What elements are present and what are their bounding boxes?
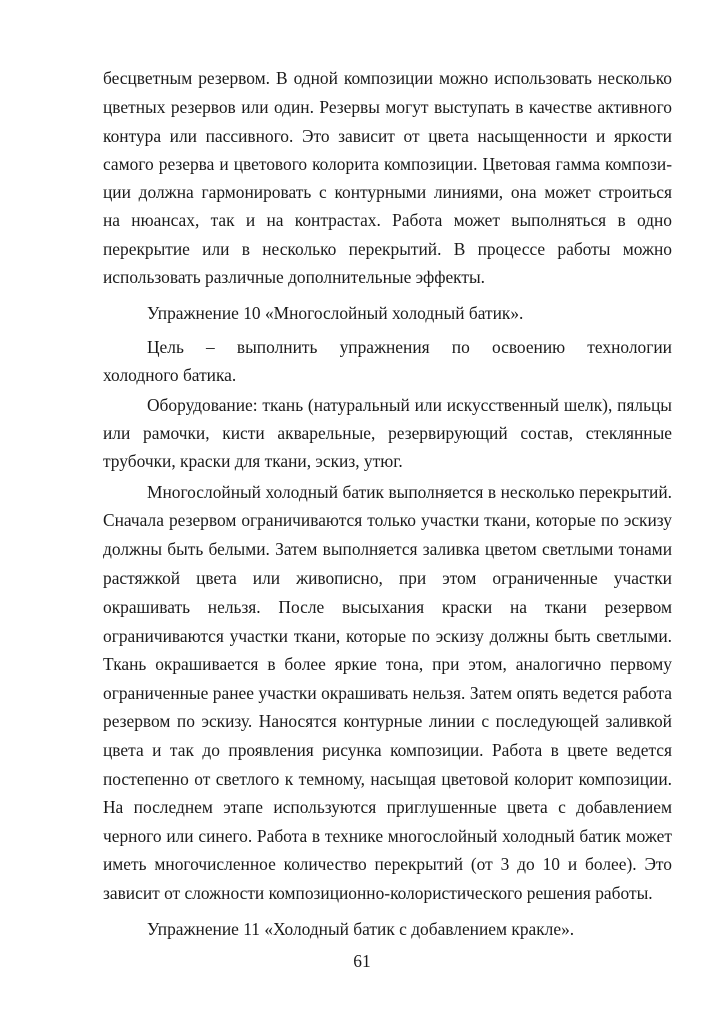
- text-line: бесцветным резервом. В одной композиции можно использовать несколько: [103, 68, 672, 88]
- text-line: перекрытие или в несколько перекрытий. В процессе работы можно: [103, 239, 672, 259]
- text-line: должны быть белыми. Затем выполняется заливка цветом светлыми тонами: [103, 539, 672, 559]
- page-number: 61: [353, 951, 371, 971]
- text-line: ограниченные ранее участки окрашивать нельзя. Затем опять ведется работа: [103, 683, 672, 703]
- text-line: Упражнение 10 «Многослойный холодный батик».: [147, 303, 524, 323]
- text-line: использовать различные дополнительные эффекты.: [103, 267, 486, 287]
- text-line: черного или синего. Работа в технике многослойный холодный батик может: [103, 826, 672, 846]
- text-line: контура или пассивного. Это зависит от цвета насыщенности и яркости: [103, 126, 672, 146]
- text-line: На последнем этапе используются приглушенные цвета с добавлением: [103, 797, 672, 817]
- text-line: или рамочки, кисти акварельные, резервирующий состав, стеклянные: [103, 423, 672, 443]
- text-line: резервом по эскизу. Наносятся контурные линии с последующей заливкой: [103, 711, 672, 731]
- text-line: Ткань окрашивается в более яркие тона, при этом, аналогично первому: [103, 654, 672, 674]
- text-line: Упражнение 11 «Холодный батик с добавлением кракле».: [147, 919, 575, 939]
- text-line: растяжкой цвета или живописно, при этом ограниченные участки: [103, 568, 672, 588]
- text-line: трубочки, краски для ткани, эскиз, утюг.: [103, 451, 403, 471]
- text-line: на нюансах, так и на контрастах. Работа может выполняться в одно: [103, 210, 672, 230]
- text-line: окрашивать нельзя. После высыхания краски на ткани резервом: [103, 597, 672, 617]
- text-line: постепенно от светлого к темному, насыщая цветовой колорит композиции.: [103, 769, 672, 789]
- text-line: Многослойный холодный батик выполняется в несколько перекрытий.: [147, 482, 672, 502]
- text-line: ограничиваются участки ткани, которые по эскизу должны быть светлыми.: [103, 626, 672, 646]
- text-line: цветных резервов или один. Резервы могут выступать в качестве активного: [103, 97, 672, 117]
- text-line: Оборудование: ткань (натуральный или искусственный шелк), пяльцы: [147, 395, 672, 415]
- text-line: самого резерва и цветового колорита композиции. Цветовая гамма компози-: [103, 154, 672, 174]
- text-line: холодного батика.: [103, 365, 237, 385]
- text-line: зависит от сложности композиционно-колористического решения работы.: [103, 883, 653, 903]
- text-line: цвета и так до проявления рисунка композиции. Работа в цвете ведется: [103, 740, 672, 760]
- text-line: иметь многочисленное количество перекрытий (от 3 до 10 и более). Это: [103, 854, 672, 874]
- text-line: Цель – выполнить упражнения по освоению технологии: [147, 337, 672, 357]
- text-line: ции должна гармонировать с контурными линиями, она может строиться: [103, 182, 672, 202]
- text-line: Сначала резервом ограничиваются только участки ткани, которые по эскизу: [103, 510, 672, 530]
